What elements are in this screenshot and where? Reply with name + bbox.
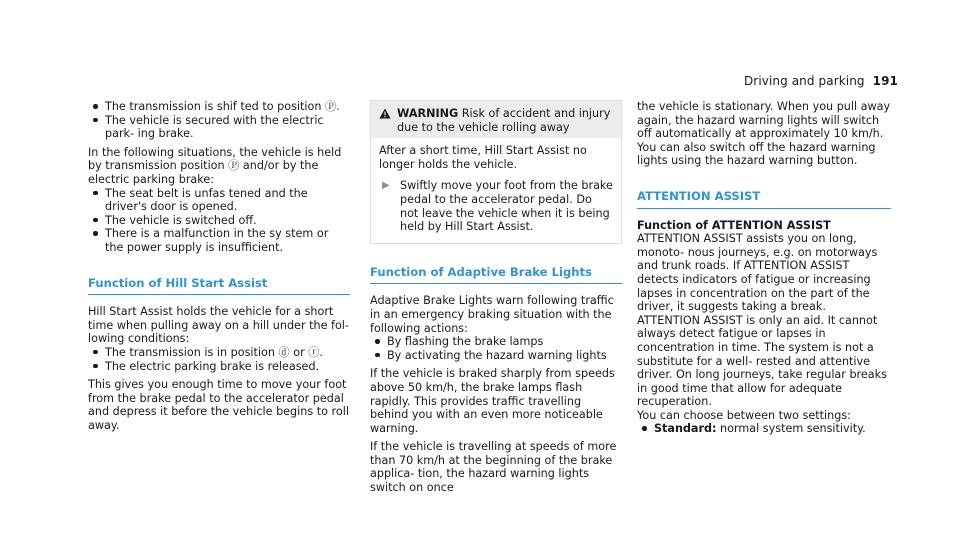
paragraph: ATTENTION ASSIST is only an aid. It cannot always detect fatigue or lapses in concentration in time. The system is not a substitute for a well- rested and attentive driver. On long journeys, take regular breaks in good time that allow for adequate recuperation. (637, 313, 887, 409)
settings-list (637, 422, 891, 436)
warning-title: Risk of accident and injury due to the vehicle rolling away (397, 107, 611, 134)
warning-step-text: Swiftly move your foot from the brake pedal to the accelerator pedal. Do not leave the vehicle when it is being held by Hill Start Assist. (400, 179, 613, 234)
warning-step (379, 179, 613, 233)
list-item (637, 422, 891, 436)
warning-icon (379, 108, 397, 134)
section-heading: Function of Adaptive Brake Lights (370, 266, 622, 285)
paragraph: In the following situations, the vehicle is held by transmission position Ⓟ and/or by the electric parking brake: (88, 145, 342, 186)
setting-label: Standard: (654, 422, 717, 436)
header-section-title: Driving and parking (743, 74, 865, 88)
list-item: The transmission is shif ted to position Ⓟ. (88, 100, 350, 114)
section-heading: Function of Hill Start Assist (88, 277, 350, 296)
page-number: 191 (872, 74, 898, 88)
subheading: Function of ATTENTION ASSIST (637, 218, 831, 232)
list-item: The vehicle is secured with the electric park- ing brake. (88, 114, 350, 141)
warning-header (371, 101, 621, 138)
warning-box (370, 100, 622, 244)
page-header (744, 74, 898, 88)
list-item: By flashing the brake lamps (370, 335, 622, 349)
bullet-list-bottom (88, 346, 350, 373)
paragraph: This gives you enough time to move your foot from the brake pedal to the accelerator pedal and depress it before the vehicle begins to roll away. (88, 378, 349, 432)
paragraph: Hill Start Assist holds the vehicle for a short time when pulling away on a hill under the fol- lowing conditions: (88, 305, 349, 346)
paragraph: the vehicle is stationary. When you pull away again, the hazard warning lights will switch off automatically at approximately 10 km/h. You can also switch off the hazard warning lights using the hazard warning button. (637, 100, 891, 168)
warning-label: WARNING (397, 107, 459, 120)
paragraph: If the vehicle is travelling at speeds of more than 70 km/h at the beginning of the brake applica- tion, the hazard warning lights switch on once (370, 440, 617, 495)
setting-text: normal system sensitivity. (720, 422, 866, 436)
warning-body (371, 138, 621, 243)
list-item: The transmission is in position ⓓ or ⓡ. (88, 346, 350, 360)
list-item: The electric parking brake is released. (88, 360, 350, 374)
column-3 (637, 100, 891, 436)
list-item: There is a malfunction in the sy stem or the power supply is insufficient. (88, 227, 350, 254)
paragraph: Adaptive Brake Lights warn following traffic in an emergency braking situation with the following actions: (370, 294, 614, 335)
section-heading: ATTENTION ASSIST (637, 190, 891, 209)
warning-text: After a short time, Hill Start Assist no longer holds the vehicle. (379, 144, 587, 171)
bullet-list (370, 335, 622, 362)
arrow-right-icon: ▶ (382, 180, 390, 192)
paragraph: You can choose between two settings: (637, 408, 851, 422)
paragraph: If the vehicle is braked sharply from speeds above 50 km/h, the brake lamps flash rapidly. This provides traffic travelling behind you with an even more noticeable warning. (370, 367, 615, 435)
column-2 (370, 100, 622, 495)
bullet-list-top (88, 100, 350, 141)
list-item: The seat belt is unfas tened and the driver's door is opened. (88, 187, 350, 214)
list-item: The vehicle is switched off. (88, 214, 350, 228)
list-item: By activating the hazard warning lights (370, 349, 622, 363)
column-1 (88, 100, 350, 432)
paragraph: ATTENTION ASSIST assists you on long, monoto- nous journeys, e.g. on motorways and trunk roads. If ATTENTION ASSIST detects indicators of fatigue or increasing lapses in concentration on the part of the driver, it suggests taking a break. (637, 232, 878, 314)
bullet-list-mid (88, 187, 350, 255)
